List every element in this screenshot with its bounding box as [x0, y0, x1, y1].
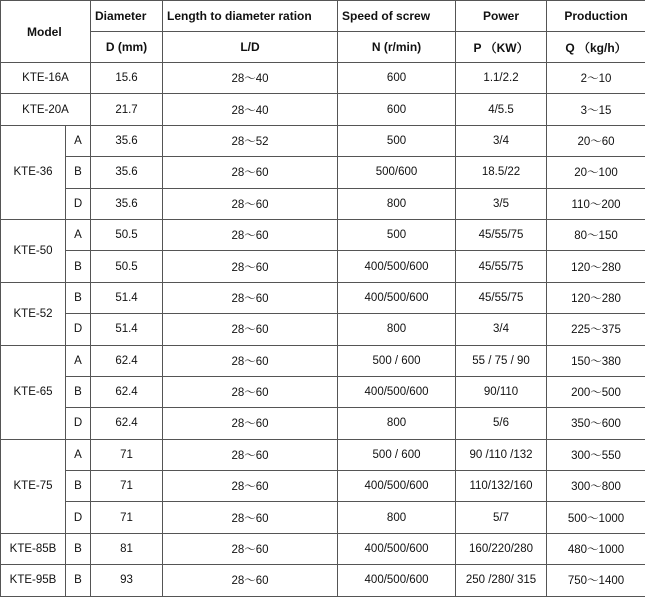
diameter-cell: 35.6: [91, 125, 163, 156]
production-cell: 300～550: [547, 439, 645, 470]
power-cell: 5/7: [456, 502, 547, 533]
diameter-cell: 35.6: [91, 157, 163, 188]
variant-cell: B: [66, 157, 91, 188]
model-cell: KTE-95B: [1, 565, 66, 596]
variant-cell: B: [66, 533, 91, 564]
power-cell: 90/110: [456, 376, 547, 407]
power-cell: 3/4: [456, 314, 547, 345]
speed-cell: 500 / 600: [338, 439, 456, 470]
diameter-cell: 81: [91, 533, 163, 564]
ld-cell: 28～52: [163, 125, 338, 156]
speed-cell: 500 / 600: [338, 345, 456, 376]
table-row: [1, 439, 645, 470]
ld-cell: 28～60: [163, 533, 338, 564]
speed-cell: 400/500/600: [338, 251, 456, 282]
diameter-cell: 35.6: [91, 188, 163, 219]
diameter-cell: 15.6: [91, 63, 163, 94]
ld-cell: 28～60: [163, 282, 338, 313]
header-production: Production: [547, 1, 645, 32]
table-row: [1, 94, 645, 125]
production-cell: 120～280: [547, 282, 645, 313]
speed-cell: 400/500/600: [338, 376, 456, 407]
power-cell: 55 / 75 / 90: [456, 345, 547, 376]
production-cell: 200～500: [547, 376, 645, 407]
diameter-cell: 71: [91, 471, 163, 502]
ld-cell: 28～60: [163, 251, 338, 282]
ld-cell: 28～60: [163, 502, 338, 533]
production-cell: 3～15: [547, 94, 645, 125]
table-row: [1, 251, 645, 282]
power-cell: 3/4: [456, 125, 547, 156]
variant-cell: D: [66, 188, 91, 219]
table-row: [1, 345, 645, 376]
diameter-cell: 93: [91, 565, 163, 596]
header-power-unit: P （KW）: [456, 32, 547, 63]
model-cell: KTE-36: [1, 125, 66, 219]
diameter-cell: 71: [91, 439, 163, 470]
table-row: [1, 188, 645, 219]
production-cell: 20～100: [547, 157, 645, 188]
header-ld-unit: L/D: [163, 32, 338, 63]
model-cell: KTE-16A: [1, 63, 91, 94]
ld-cell: 28～40: [163, 94, 338, 125]
production-cell: 80～150: [547, 219, 645, 250]
variant-cell: B: [66, 565, 91, 596]
diameter-cell: 62.4: [91, 408, 163, 439]
speed-cell: 400/500/600: [338, 533, 456, 564]
power-cell: 110/132/160: [456, 471, 547, 502]
production-cell: 2～10: [547, 63, 645, 94]
table-body: [1, 63, 645, 597]
diameter-cell: 51.4: [91, 314, 163, 345]
ld-cell: 28～60: [163, 157, 338, 188]
diameter-cell: 62.4: [91, 345, 163, 376]
ld-cell: 28～60: [163, 345, 338, 376]
power-cell: 250 /280/ 315: [456, 565, 547, 596]
ld-cell: 28～60: [163, 439, 338, 470]
table-row: [1, 314, 645, 345]
speed-cell: 800: [338, 408, 456, 439]
diameter-cell: 50.5: [91, 251, 163, 282]
power-cell: 4/5.5: [456, 94, 547, 125]
variant-cell: A: [66, 439, 91, 470]
table-row: [1, 376, 645, 407]
speed-cell: 500: [338, 219, 456, 250]
ld-cell: 28～60: [163, 188, 338, 219]
variant-cell: B: [66, 251, 91, 282]
speed-cell: 800: [338, 314, 456, 345]
header-diameter: Diameter: [91, 1, 163, 32]
speed-cell: 600: [338, 94, 456, 125]
variant-cell: A: [66, 219, 91, 250]
power-cell: 45/55/75: [456, 219, 547, 250]
speed-cell: 600: [338, 63, 456, 94]
model-cell: KTE-65: [1, 345, 66, 439]
table-row: [1, 219, 645, 250]
variant-cell: B: [66, 282, 91, 313]
variant-cell: A: [66, 345, 91, 376]
variant-cell: D: [66, 408, 91, 439]
power-cell: 160/220/280: [456, 533, 547, 564]
header-power: Power: [456, 1, 547, 32]
ld-cell: 28～60: [163, 565, 338, 596]
production-cell: 480～1000: [547, 533, 645, 564]
ld-cell: 28～40: [163, 63, 338, 94]
model-cell: KTE-75: [1, 439, 66, 533]
variant-cell: A: [66, 125, 91, 156]
table-row: [1, 125, 645, 156]
production-cell: 500～1000: [547, 502, 645, 533]
header-diameter-unit: D (mm): [91, 32, 163, 63]
table-header: [1, 1, 645, 63]
power-cell: 3/5: [456, 188, 547, 219]
production-cell: 225～375: [547, 314, 645, 345]
speed-cell: 400/500/600: [338, 471, 456, 502]
diameter-cell: 71: [91, 502, 163, 533]
ld-cell: 28～60: [163, 471, 338, 502]
diameter-cell: 21.7: [91, 94, 163, 125]
variant-cell: B: [66, 471, 91, 502]
speed-cell: 400/500/600: [338, 282, 456, 313]
production-cell: 150～380: [547, 345, 645, 376]
header-speed-unit: N (r/min): [338, 32, 456, 63]
power-cell: 1.1/2.2: [456, 63, 547, 94]
header-model: Model: [1, 1, 91, 63]
ld-cell: 28～60: [163, 314, 338, 345]
table-row: [1, 565, 645, 596]
ld-cell: 28～60: [163, 219, 338, 250]
table-row: [1, 533, 645, 564]
model-cell: KTE-52: [1, 282, 66, 345]
table-row: [1, 502, 645, 533]
diameter-cell: 51.4: [91, 282, 163, 313]
table-row: [1, 282, 645, 313]
diameter-cell: 62.4: [91, 376, 163, 407]
speed-cell: 400/500/600: [338, 565, 456, 596]
header-production-unit: Q （kg/h）: [547, 32, 645, 63]
ld-cell: 28～60: [163, 408, 338, 439]
diameter-cell: 50.5: [91, 219, 163, 250]
production-cell: 110～200: [547, 188, 645, 219]
speed-cell: 800: [338, 188, 456, 219]
power-cell: 45/55/75: [456, 282, 547, 313]
production-cell: 300～800: [547, 471, 645, 502]
ld-cell: 28～60: [163, 376, 338, 407]
power-cell: 45/55/75: [456, 251, 547, 282]
production-cell: 750～1400: [547, 565, 645, 596]
production-cell: 120～280: [547, 251, 645, 282]
speed-cell: 500: [338, 125, 456, 156]
speed-cell: 500/600: [338, 157, 456, 188]
model-cell: KTE-50: [1, 219, 66, 282]
variant-cell: D: [66, 314, 91, 345]
model-cell: KTE-85B: [1, 533, 66, 564]
header-ld: Length to diameter ration: [163, 1, 338, 32]
table-row: [1, 408, 645, 439]
speed-cell: 800: [338, 502, 456, 533]
power-cell: 5/6: [456, 408, 547, 439]
table-row: [1, 63, 645, 94]
table-row: [1, 157, 645, 188]
power-cell: 18.5/22: [456, 157, 547, 188]
header-speed: Speed of screw: [338, 1, 456, 32]
variant-cell: D: [66, 502, 91, 533]
production-cell: 350～600: [547, 408, 645, 439]
table-row: [1, 471, 645, 502]
variant-cell: B: [66, 376, 91, 407]
model-cell: KTE-20A: [1, 94, 91, 125]
power-cell: 90 /110 /132: [456, 439, 547, 470]
production-cell: 20～60: [547, 125, 645, 156]
